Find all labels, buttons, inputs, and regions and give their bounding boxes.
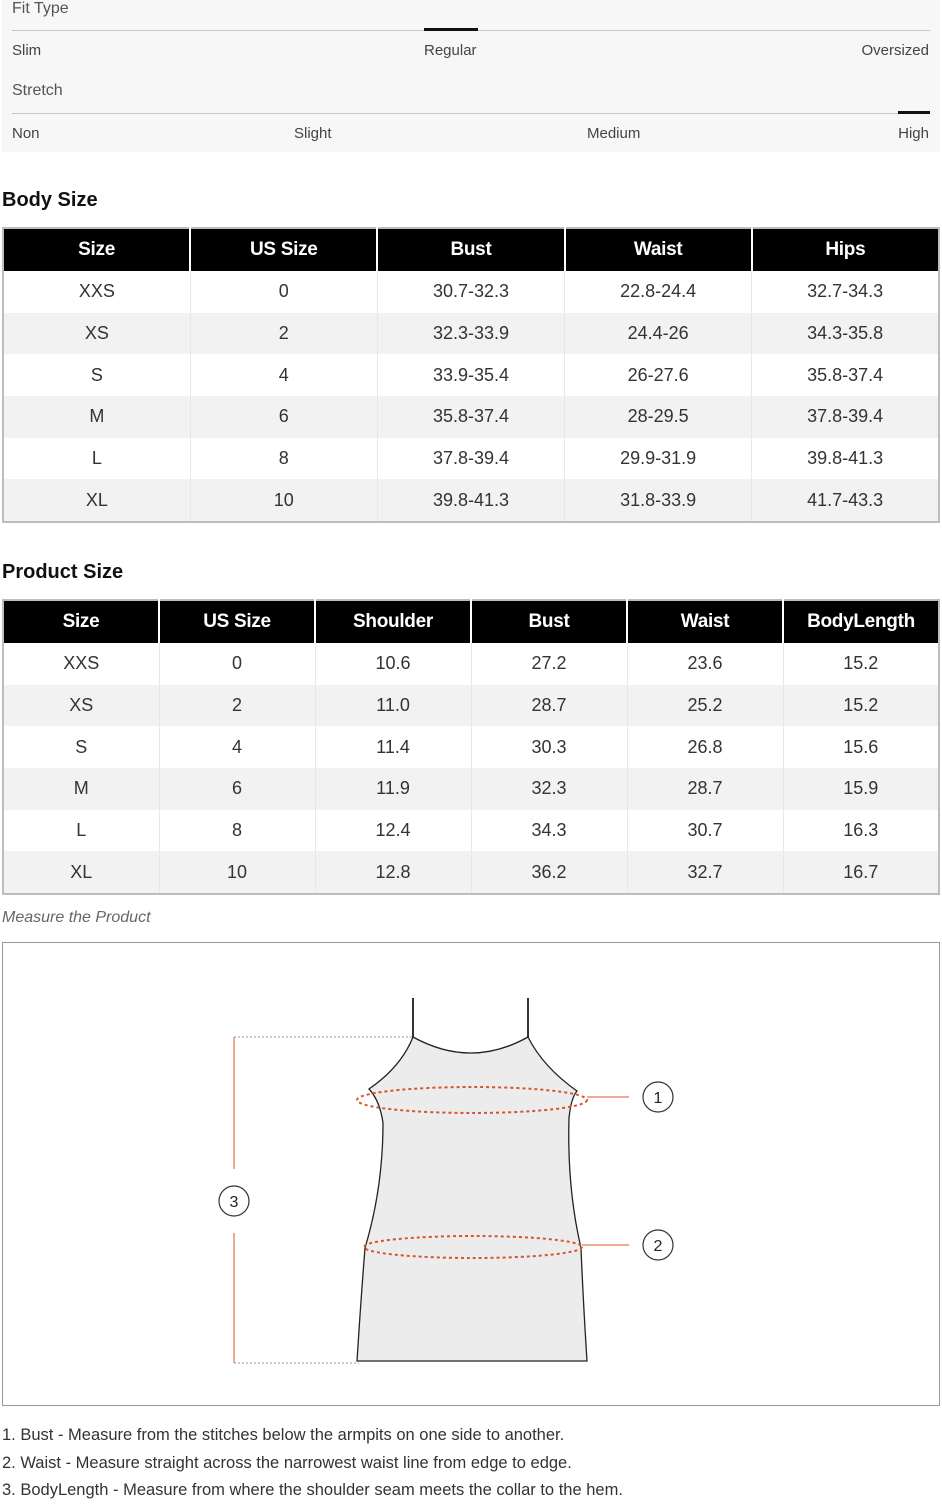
table-cell: XXS	[3, 271, 190, 313]
table-row	[3, 643, 939, 685]
table-cell: 11.0	[315, 685, 471, 727]
table-cell: M	[3, 396, 190, 438]
table-cell: 39.8-41.3	[807, 448, 884, 469]
note-bodylength: 3. BodyLength - Measure from where the shoulder seam meets the collar to the hem.	[2, 1481, 623, 1499]
table-header-row	[3, 600, 939, 643]
table-cell: 30.7	[627, 810, 783, 852]
table-cell: 8	[159, 810, 315, 852]
table-cell: XL	[3, 479, 190, 522]
table-cell: 27.2	[471, 643, 627, 685]
table-cell: S	[3, 354, 190, 396]
table-cell: 35.8-37.4	[807, 364, 884, 385]
column-header: Waist	[565, 228, 752, 271]
table-row	[3, 479, 939, 522]
table-cell: XXS	[3, 643, 159, 685]
table-cell: 34.3	[471, 810, 627, 852]
measurement-figure	[2, 942, 940, 1406]
table-cell: 30.3	[471, 726, 627, 768]
table-row	[3, 354, 939, 396]
table-cell: 0	[190, 271, 377, 313]
table-cell: 10	[159, 851, 315, 894]
table-row	[3, 271, 939, 313]
table-cell: 37.8-39.4	[752, 396, 939, 438]
column-header: Size	[3, 600, 159, 643]
marker-3-label: 3	[229, 1194, 239, 1211]
table-row	[3, 810, 939, 852]
column-header: Hips	[752, 228, 939, 271]
note-bust: 1. Bust - Measure from the stitches below the armpits on one side to another.	[2, 1426, 565, 1444]
table-cell: 4	[159, 726, 315, 768]
table-cell: XS	[3, 313, 190, 355]
table-cell: 26.8	[627, 726, 783, 768]
note-waist: 2. Waist - Measure straight across the narrowest waist line from edge to edge.	[2, 1453, 572, 1472]
table-row	[3, 438, 939, 480]
table-cell: 24.4-26	[565, 313, 752, 355]
table-cell: 22.8-24.4	[565, 271, 752, 313]
table-cell: 32.3	[471, 768, 627, 810]
table-row	[3, 768, 939, 810]
table-cell: 11.4	[315, 726, 471, 768]
table-row	[3, 685, 939, 727]
table-cell: 32.7	[627, 851, 783, 894]
table-cell: 2	[190, 313, 377, 355]
table-cell: 23.6	[627, 643, 783, 685]
table-cell: M	[3, 768, 159, 810]
table-row	[3, 313, 939, 355]
fit-panel	[2, 0, 940, 152]
table-cell: 32.7-34.3	[807, 281, 884, 302]
measurement-notes	[2, 1422, 623, 1505]
table-cell: 34.3-35.8	[752, 313, 939, 355]
table-row	[3, 396, 939, 438]
table-cell: S	[3, 726, 159, 768]
fit-type-option-slim: Slim	[12, 42, 42, 59]
table-cell: 4	[190, 354, 377, 396]
product-size-table	[2, 599, 940, 895]
stretch-option-slight: Slight	[294, 125, 332, 142]
table-cell: 32.3-33.9	[377, 313, 564, 355]
fit-type-option-oversized: Oversized	[861, 42, 929, 59]
fit-type-indicator	[424, 28, 478, 31]
table-cell: 15.9	[783, 768, 939, 810]
table-cell: 30.7-32.3	[377, 271, 564, 313]
table-cell: XL	[3, 851, 159, 894]
table-cell: 6	[190, 396, 377, 438]
table-cell: 33.9-35.4	[377, 354, 564, 396]
column-header: Bust	[377, 228, 564, 271]
table-cell: 15.6	[843, 736, 879, 757]
table-cell: 0	[159, 643, 315, 685]
column-header: US Size	[190, 228, 377, 271]
body-size-table	[2, 227, 940, 523]
table-cell: 28-29.5	[565, 396, 752, 438]
marker-1	[643, 1082, 673, 1112]
stretch-option-high: High	[898, 125, 929, 142]
table-cell: 37.8-39.4	[377, 438, 564, 480]
camisole-diagram	[3, 943, 939, 1405]
table-cell: 10	[190, 479, 377, 522]
stretch-option-medium: Medium	[587, 125, 641, 142]
table-row	[3, 726, 939, 768]
stretch-indicator	[898, 111, 930, 114]
table-cell: 36.2	[471, 851, 627, 894]
table-cell: 28.7	[627, 768, 783, 810]
fit-type-option-regular: Regular	[424, 42, 477, 59]
stretch-label: Stretch	[12, 82, 63, 99]
table-cell: 15.2	[783, 685, 939, 727]
table-cell: 29.9-31.9	[565, 438, 752, 480]
table-cell: 10.6	[315, 643, 471, 685]
table-cell: 8	[190, 438, 377, 480]
column-header: Shoulder	[315, 600, 471, 643]
table-cell: 26-27.6	[565, 354, 752, 396]
table-cell: XS	[3, 685, 159, 727]
table-cell: 16.7	[783, 851, 939, 894]
table-cell: 12.8	[315, 851, 471, 894]
camisole-body	[357, 1037, 587, 1361]
column-header: US Size	[159, 600, 315, 643]
table-cell: 16.3	[843, 820, 879, 841]
table-cell: 31.8-33.9	[565, 479, 752, 522]
table-row	[3, 851, 939, 894]
marker-2-label: 2	[653, 1238, 663, 1255]
product-size-title: Product Size	[2, 561, 124, 583]
table-cell: 28.7	[471, 685, 627, 727]
table-cell: L	[3, 810, 159, 852]
column-header: BodyLength	[783, 600, 939, 643]
table-cell: 41.7-43.3	[752, 479, 939, 522]
table-cell: 12.4	[315, 810, 471, 852]
column-header: Waist	[627, 600, 783, 643]
table-cell: L	[3, 438, 190, 480]
marker-1-label: 1	[653, 1090, 663, 1107]
table-cell: 35.8-37.4	[377, 396, 564, 438]
marker-2	[643, 1230, 673, 1260]
fit-type-label: Fit Type	[12, 0, 69, 17]
marker-3	[219, 1186, 249, 1216]
column-header: Bust	[471, 600, 627, 643]
table-cell: 2	[159, 685, 315, 727]
body-size-title: Body Size	[2, 189, 98, 211]
table-header-row	[3, 228, 939, 271]
measure-caption: Measure the Product	[2, 909, 151, 926]
table-cell: 6	[159, 768, 315, 810]
column-header: Size	[3, 228, 190, 271]
table-cell: 39.8-41.3	[377, 479, 564, 522]
stretch-option-non: Non	[12, 125, 40, 142]
table-cell: 11.9	[315, 768, 471, 810]
table-cell: 25.2	[627, 685, 783, 727]
table-cell: 15.2	[843, 653, 879, 674]
stretch-track	[12, 113, 930, 114]
